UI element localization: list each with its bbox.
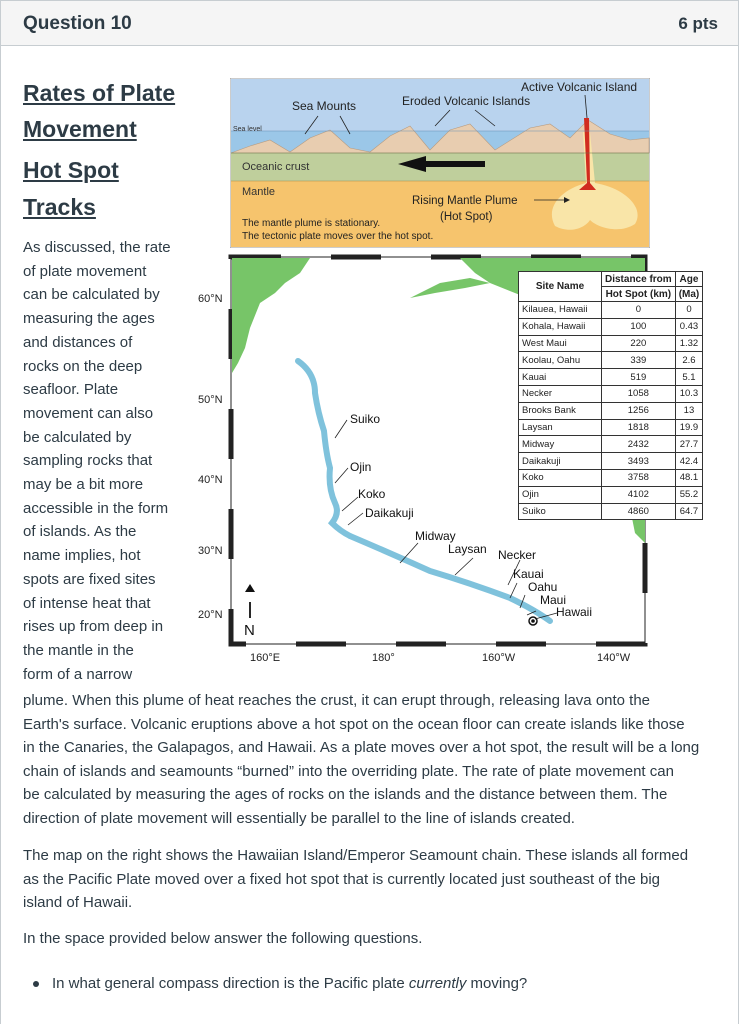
text-line: spots are fixed sites — [23, 570, 156, 588]
table-cell-site: Laysan — [519, 419, 602, 436]
table-cell-site: Suiko — [519, 503, 602, 520]
text-line: of intense heat that — [23, 594, 151, 612]
table-row — [519, 419, 703, 436]
sea-level-label: Sea level — [233, 126, 262, 133]
text-line: be calculated by measuring the ages of rocks on the islands and the distance between them. The — [23, 786, 668, 803]
question-header — [0, 0, 739, 46]
text-line: island of Hawaii. — [23, 894, 133, 911]
side-paragraph — [23, 236, 183, 686]
column-header-age: Age — [675, 272, 703, 287]
question-title: Question 10 — [23, 13, 132, 34]
lat-label: 50°N — [198, 394, 223, 406]
text-line: of islands. As the — [23, 523, 137, 541]
place-label: Koko — [358, 487, 386, 501]
lon-label: 140°W — [597, 652, 631, 664]
column-header-distance: Distance from — [602, 272, 676, 287]
text-line: rocks on the deep — [23, 357, 143, 375]
table-cell-age: 19.9 — [675, 419, 703, 436]
place-label: Daikakuji — [365, 506, 414, 520]
plume-label: Rising Mantle Plume — [412, 195, 518, 207]
text-line: direction of plate movement will essentially be parallel to the line of islands created. — [23, 809, 575, 827]
text-line: rises up from deep in — [23, 618, 164, 636]
lon-label: 180° — [372, 652, 395, 664]
table-cell-age: 0 — [675, 302, 703, 319]
text-line: The map on the right shows the Hawaiian Island/Emperor Seamount chain. These islands all formed — [23, 847, 689, 864]
text-line: Earth's surface. Volcanic eruptions above a hot spot on the ocean floor can create islands like those — [23, 715, 685, 733]
text-line: can be calculated by — [23, 286, 160, 304]
table-row — [519, 369, 703, 386]
table-row — [519, 436, 703, 453]
text-line: seafloor. Plate — [23, 381, 119, 399]
lat-label: 60°N — [198, 293, 223, 305]
text-line: As discussed, the rate — [23, 239, 171, 256]
text-line: name implies, hot — [23, 547, 141, 565]
north-label: N — [244, 622, 255, 639]
table-row — [519, 469, 703, 486]
table-row — [519, 335, 703, 352]
place-label: Suiko — [350, 412, 381, 426]
table-cell-dist: 100 — [602, 318, 676, 335]
table-cell-age: 55.2 — [675, 486, 703, 503]
question-bullet: In what general compass direction is the Pacific plate currently moving? — [52, 975, 528, 992]
sea-mounts-label: Sea Mounts — [292, 99, 357, 113]
note-label: The tectonic plate moves over the hot spot. — [242, 231, 434, 242]
question-points: 6 pts — [678, 14, 718, 33]
table-cell-dist: 4860 — [602, 503, 676, 520]
table-cell-site: Ojin — [519, 486, 602, 503]
active-island-label: Active Volcanic Island — [521, 80, 638, 94]
column-header-age: (Ma) — [675, 287, 703, 302]
hotspot-diagram — [230, 78, 650, 248]
table-cell-dist: 1818 — [602, 419, 676, 436]
table-cell-age: 42.4 — [675, 453, 703, 470]
text-line: movement can also — [23, 404, 154, 422]
note-label: The mantle plume is stationary. — [242, 218, 381, 229]
heading-line: Movement — [23, 116, 137, 142]
table-cell-age: 2.6 — [675, 352, 703, 369]
table-cell-dist: 339 — [602, 352, 676, 369]
table-cell-age: 13 — [675, 402, 703, 419]
mantle-label: Mantle — [242, 186, 276, 198]
eroded-islands-label: Eroded Volcanic Islands — [402, 94, 531, 108]
table-cell-dist: 1256 — [602, 402, 676, 419]
paragraph-instructions: In the space provided below answer the following questions. — [23, 930, 423, 947]
table-cell-site: Kilauea, Hawaii — [519, 302, 602, 319]
table-row — [519, 503, 703, 520]
text-line: in the Canaries, the Galapagos, and Hawaii. As a plate moves over a hot spot, the result will be a long — [23, 739, 700, 756]
table-cell-dist: 3758 — [602, 469, 676, 486]
table-row — [519, 486, 703, 503]
table-row — [519, 352, 703, 369]
text-line: the mantle in the — [23, 641, 134, 659]
table-row — [519, 453, 703, 470]
column-header-site: Site Name — [519, 272, 602, 302]
table-cell-site: Brooks Bank — [519, 402, 602, 419]
text-line: and distances of — [23, 333, 133, 351]
bullet-icon — [33, 981, 39, 987]
oceanic-crust-label: Oceanic crust — [242, 161, 310, 173]
lat-label: 20°N — [198, 609, 223, 621]
text-line: of plate movement — [23, 262, 147, 280]
table-cell-site: Kohala, Hawaii — [519, 318, 602, 335]
table-cell-site: West Maui — [519, 335, 602, 352]
heading-line: Rates of Plate — [23, 80, 176, 106]
place-label: Hawaii — [556, 605, 593, 619]
hotspot-data-table — [518, 271, 703, 520]
text-line: may be a bit more — [23, 476, 144, 494]
table-cell-dist: 519 — [602, 369, 676, 386]
table-row — [519, 318, 703, 335]
place-label: Kauai — [513, 567, 544, 581]
table-body — [519, 302, 703, 520]
text-line: sampling rocks that — [23, 452, 153, 470]
place-label: Laysan — [448, 542, 487, 556]
place-label: Oahu — [528, 580, 558, 594]
place-label: Maui — [540, 593, 567, 607]
place-label: Necker — [498, 548, 537, 562]
heading-line: Hot Spot — [23, 157, 119, 183]
text-line: chain of islands and seamounts “burned” into the overriding plate. The rate of plate movement can — [23, 762, 674, 780]
table-cell-age: 10.3 — [675, 385, 703, 402]
table-cell-site: Kauai — [519, 369, 602, 386]
place-label: Midway — [415, 529, 456, 543]
table-row — [519, 385, 703, 402]
plume-label: (Hot Spot) — [440, 211, 493, 223]
heading-line: Tracks — [23, 194, 96, 220]
lon-label: 160°E — [250, 652, 281, 664]
table-cell-site: Necker — [519, 385, 602, 402]
paragraph-main — [23, 689, 723, 830]
table-row — [519, 302, 703, 319]
table-cell-age: 0.43 — [675, 318, 703, 335]
table-cell-site: Daikakuji — [519, 453, 602, 470]
text-line: plume. When this plume of heat reaches the crust, it can erupt through, releasing lava onto the — [23, 692, 651, 709]
table-cell-dist: 0 — [602, 302, 676, 319]
place-label: Ojin — [350, 460, 372, 474]
text-line: as the Pacific Plate moved over a fixed hot spot that is currently located just southeast of the big — [23, 870, 661, 888]
table-cell-age: 48.1 — [675, 469, 703, 486]
lon-label: 160°W — [482, 652, 516, 664]
table-cell-site: Koolau, Oahu — [519, 352, 602, 369]
table-cell-site: Midway — [519, 436, 602, 453]
table-cell-site: Koko — [519, 469, 602, 486]
paragraph-map — [23, 844, 723, 915]
lat-label: 30°N — [198, 545, 223, 557]
table-cell-dist: 3493 — [602, 453, 676, 470]
table-cell-age: 1.32 — [675, 335, 703, 352]
table-cell-dist: 220 — [602, 335, 676, 352]
text-line: accessible in the form — [23, 499, 169, 517]
table-cell-dist: 4102 — [602, 486, 676, 503]
table-cell-age: 5.1 — [675, 369, 703, 386]
table-row — [519, 402, 703, 419]
column-header-distance: Hot Spot (km) — [602, 287, 676, 302]
text-line: form of a narrow — [23, 665, 133, 683]
table-cell-age: 64.7 — [675, 503, 703, 520]
table-cell-dist: 2432 — [602, 436, 676, 453]
table-cell-age: 27.7 — [675, 436, 703, 453]
table-cell-dist: 1058 — [602, 385, 676, 402]
text-line: measuring the ages — [23, 310, 155, 328]
text-line: be calculated by — [23, 428, 132, 446]
lat-label: 40°N — [198, 474, 223, 486]
